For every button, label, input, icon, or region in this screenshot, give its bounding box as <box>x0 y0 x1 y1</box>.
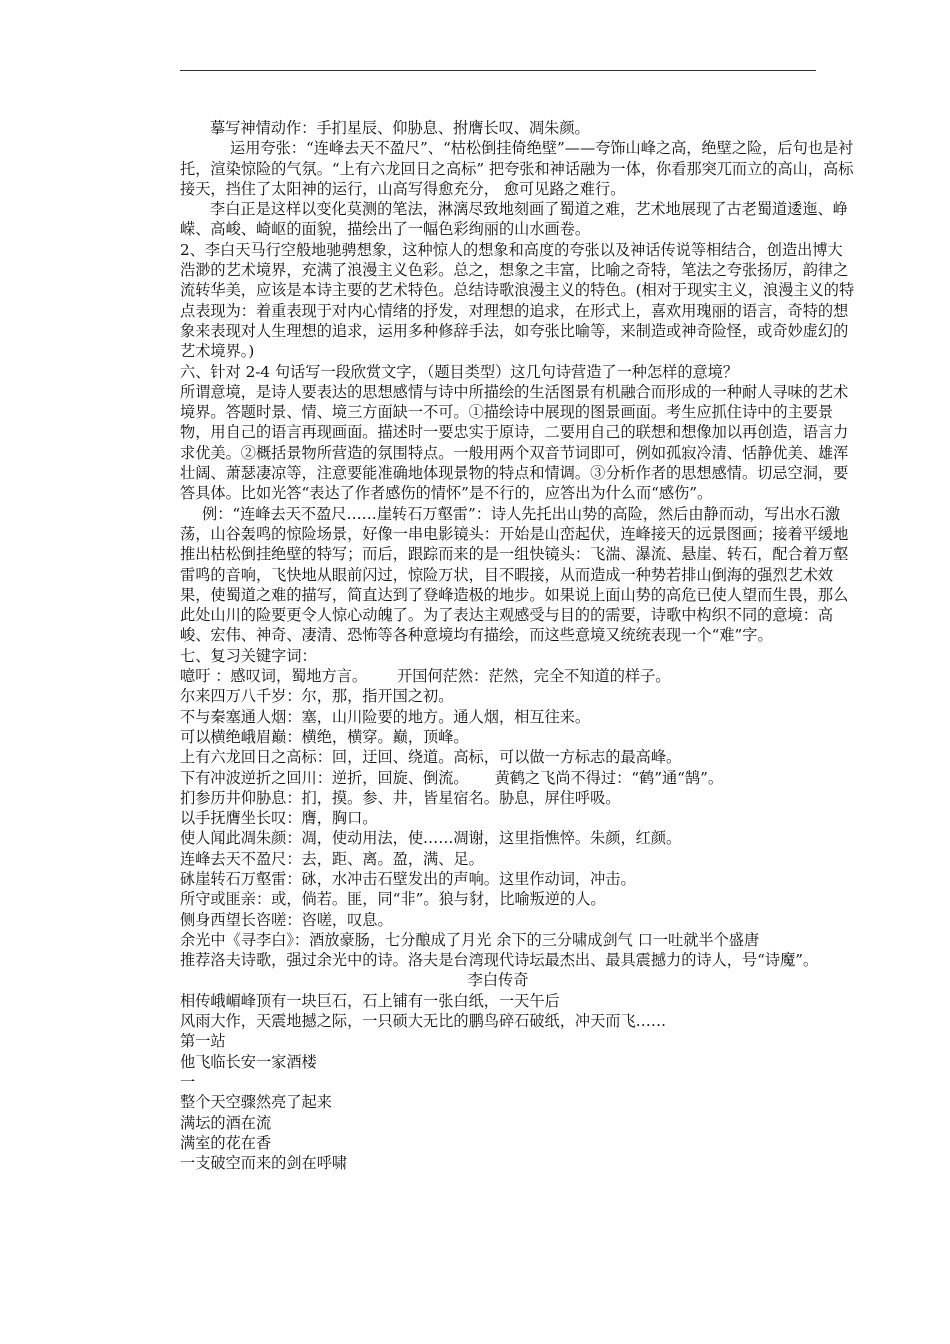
vocab-line: 连峰去天不盈尺：去，距、离。盈，满、足。 <box>180 849 484 868</box>
section-heading: 六、针对 2-4 句话写一段欣赏文字，（题目类型）这几句诗营造了一种怎样的意境？ <box>180 362 739 381</box>
poem-line: 他飞临长安一家酒楼 <box>180 1052 317 1071</box>
vocab-line: 余光中《寻李白》：酒放豪肠，七分酿成了月光 余下的三分啸成剑气 口一吐就半个盛唐 <box>180 930 760 949</box>
vocab-line: 使人闻此凋朱颜：凋，使动用法，使……凋谢，这里指憔悴。朱颜，红颜。 <box>180 829 682 848</box>
vocab-entry: 黄鹤之飞尚不得过：“鹤”通“鹄”。 <box>494 768 724 787</box>
paragraph: 运用夸张：“连峰去天不盈尺”、“枯松倒挂倚绝壁”——夸饰山峰之高，绝壁之险，后句也是衬托，渲染惊险的气氛。“上有六龙回日之高标” 把夸张和神话融为一体，你看那突兀而立的高山，高标接天，挡住了太阳神的运行，山高写得愈充分， 愈可见路之难行。 <box>180 139 854 198</box>
document-body <box>180 118 856 1173</box>
vocab-line: 所守或匪亲：或，倘若。匪，同“非”。狼与豺，比喻叛逆的人。 <box>180 890 606 909</box>
vocab-entry: 开国何茫然：茫然，完全不知道的样子。 <box>397 667 671 686</box>
poem-line: 第一站 <box>180 1032 226 1051</box>
poem-line: 相传峨嵋峰顶有一块巨石，石上铺有一张白纸，一天午后 <box>180 991 560 1010</box>
vocab-line: 上有六龙回日之高标：回，迂回、绕道。高标，可以做一方标志的最高峰。 <box>180 748 682 767</box>
poem-line: 一 <box>180 1072 196 1091</box>
vocab-entry: 噫吁 ：感叹词，蜀地方言。 <box>180 667 368 686</box>
poem-line: 满坛的酒在流 <box>180 1113 272 1132</box>
poem-line: 整个天空骤然亮了起来 <box>180 1093 332 1112</box>
paragraph: 李白正是这样以变化莫测的笔法，淋漓尽致地刻画了蜀道之难，艺术地展现了古老蜀道逶迤、峥嵘、高峻、崎岖的面貌，描绘出了一幅色彩绚丽的山水画卷。 <box>180 200 848 239</box>
poem-line: 风雨大作，天震地撼之际，一只硕大无比的鹏鸟碎石破纸，冲天而飞…… <box>180 1012 666 1031</box>
paragraph: 摹写神情动作：手扪星辰、仰胁息、拊膺长叹、凋朱颜。 <box>210 119 590 137</box>
vocab-line: 侧身西望长咨嗟：咨嗟，叹息。 <box>180 910 393 929</box>
paragraph: 所谓意境，是诗人要表达的思想感情与诗中所描绘的生活图景有机融合而形成的一种耐人寻味的艺术境界。答题时景、情、境三方面缺一不可。①描绘诗中展现的图景画面。考生应抓住诗中的主要景物，用自己的语言再现画面。描述时一要忠实于原诗，二要用自己的联想和想像加以再创造，语言力求优美。②概括景物所营造的氛围特点。一般用两个双音节词即可，例如孤寂冷清、恬静优美、雄浑壮阔、萧瑟凄凉等，注意要能准确地体现景物的特点和情调。③分析作者的思想感情。切忌空洞，要答具体。比如光答“表达了作者感伤的情怀”是不行的，应答出为什么而“感伤”。 <box>180 382 849 503</box>
vocab-line: 砯崖转石万壑雷：砯，水冲击石壁发出的声响。这里作动词，冲击。 <box>180 869 636 888</box>
section-heading: 七、复习关键字词： <box>180 646 317 665</box>
vocab-line: 尔来四万八千岁：尔，那，指开国之初。 <box>180 687 454 706</box>
paragraph: 例：“连峰去天不盈尺……崖转石万壑雷”：诗人先托出山势的高险，然后由静而动，写出水石激荡，山谷轰鸣的惊险场景，好像一串电影镜头：开始是山峦起伏，连峰接天的远景图画；接着平缓地推出枯松倒挂绝壁的特写；而后，跟踪而来的是一组快镜头：飞湍、瀑流、悬崖、转石，配合着万壑雷鸣的音响，飞快地从眼前闪过，惊险万状，目不暇接，从而造成一种势若排山倒海的强烈艺术效果，使蜀道之难的描写，简直达到了登峰造极的地步。如果说上面山势的高危已使人望而生畏，那么此处山川的险要更令人惊心动魄了。为了表达主观感受与目的的需要，诗歌中构织不同的意境：高峻、宏伟、神奇、凄清、恐怖等各种意境均有描绘，而这些意境又统统表现一个“难”字。 <box>180 504 849 645</box>
vocab-line: 扪参历井仰胁息：扪，摸。参、井，皆星宿名。胁息，屏住呼吸。 <box>180 788 621 807</box>
vocab-line <box>180 768 856 788</box>
vocab-entry: 下有冲波逆折之回川：逆折，回旋、倒流。 <box>180 768 469 787</box>
poem-line: 满室的花在香 <box>180 1133 272 1152</box>
paragraph: 2、李白天马行空般地驰骋想象，这种惊人的想象和高度的夸张以及神话传说等相结合，创造出博大浩渺的艺术境界，充满了浪漫主义色彩。总之，想象之丰富，比喻之奇特，笔法之夸张扬厉，韵律之流转华美，应该是本诗主要的艺术特色。总结诗歌浪漫主义的特色。(相对于现实主义，浪漫主义的特点表现为：着重表现于对内心情绪的抒发，对理想的追求，在形式上，喜欢用瑰丽的语言，奇特的想象来表现对人生理想的追求，运用多种修辞手法，如夸张比喻等，来制造或神奇险怪，或奇妙虚幻的艺术境界。) <box>180 240 855 361</box>
vocab-line: 不与秦塞通人烟：塞，山川险要的地方。通人烟，相互往来。 <box>180 707 591 726</box>
vocab-line: 推荐洛夫诗歌，强过余光中的诗。洛夫是台湾现代诗坛最杰出、最具震撼力的诗人，号“诗魔”。 <box>180 951 819 970</box>
vocab-line: 可以横绝峨眉巅：横绝，横穿。巅，顶峰。 <box>180 727 469 746</box>
poem-line: 一支破空而来的剑在呼啸 <box>180 1154 348 1173</box>
vocab-line <box>180 666 856 686</box>
header-rule <box>180 70 816 71</box>
poem-title: 李白传奇 <box>467 971 529 990</box>
vocab-line: 以手抚膺坐长叹：膺，胸口。 <box>180 809 378 828</box>
